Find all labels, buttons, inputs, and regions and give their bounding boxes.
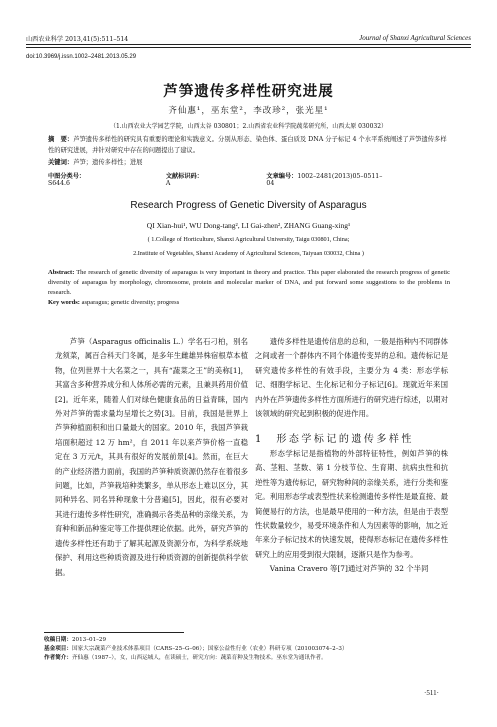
abstract-cn-label: 摘 要： xyxy=(48,136,74,143)
authors-en: QI Xian-hui¹, WU Dong-tang², LI Gai-zhen², ZHANG Guang-xing¹ xyxy=(146,221,351,230)
doccode-label: 文献标识码： xyxy=(165,173,203,180)
header-rule-thin xyxy=(26,47,471,48)
classification-line xyxy=(48,171,448,187)
page-number: ·511· xyxy=(424,689,439,697)
fund-label: 基金项目： xyxy=(44,646,72,652)
abstract-cn-text: 芦笋遗传多样性的研究具有重要的理论和实践意义。分别从形态、染色体、蛋白质及 DNA 分子标记 4 个水平系统阐述了芦笋遗传多样性的研究进展，并针对研究中存在的问题提出了建议。 xyxy=(48,136,447,154)
keywords-cn-text: 芦笋；遗传多样性；进展 xyxy=(73,159,143,166)
body-paragraph: Vanina Cravero 等[7]通过对芦笋的 32 个半同 xyxy=(269,564,429,574)
article-no-field xyxy=(266,171,418,187)
footnote-received xyxy=(44,636,464,645)
abstract-cn xyxy=(48,135,448,156)
affiliation-en-1: ( 1.College of Horticulture, Shanxi Agricultural University, Taigu 030801, China; xyxy=(147,236,350,243)
running-header xyxy=(26,34,471,43)
body-column-left xyxy=(55,335,248,580)
fund-value: 国家大宗蔬菜产业技术体系项目（CARS–25–G–06）；国家公益性行业（农业）科研专项（201003074–2–3） xyxy=(71,646,348,652)
keywords-cn-label: 关键词： xyxy=(48,159,74,166)
doccode-field xyxy=(166,171,237,187)
received-label: 收稿日期： xyxy=(44,637,72,643)
clc-value: S644.6 xyxy=(48,180,70,187)
journal-citation: 山西农业科学 2013,41(5):511–514 xyxy=(26,36,129,43)
section-heading: 1 形态学标记的遗传多样性 xyxy=(255,434,414,445)
header-rule xyxy=(26,44,471,45)
footnote-rule xyxy=(44,632,184,633)
paper-title-en: Research Progress of Genetic Diversity of Asparagus xyxy=(130,200,367,211)
journal-name-en: Journal of Shanxi Agricultural Sciences xyxy=(359,34,471,42)
footnote-fund xyxy=(44,645,464,654)
author-label: 作者简介： xyxy=(44,655,72,661)
doccode-value: A xyxy=(165,180,171,187)
article-no-value: 1002–2481(2013)05–0511–04 xyxy=(266,173,383,187)
affiliation-en-2: 2.Institute of Vegetables, Shanxi Academy of Agricultural Sciences, Taiyuan 030032, China ) xyxy=(133,250,364,257)
body-paragraph: 形态学标记是指植物的外部特征特性，例如芦笋的株高、茎粗、茎数、第 1 分枝节位、生育期、抗病虫性和抗逆性等为遗传标记，研究物种间的亲缘关系，进行分类和鉴定。利用形态学或表型性状来检测遗传多样性是最直接、最简便易行的方法，也是最早使用的一种方法，但是由于表型性状数量较少，易受环境条件和人为因素等的影响，加之近年来分子标记技术的快速发展，使得形态标记在遗传多样性研究上的应用受到很大限制，逐渐只是作为参考。 xyxy=(255,449,448,559)
abstract-en xyxy=(48,268,450,298)
keywords-en-text: asparagus; genetic diversity; progress xyxy=(81,299,180,306)
body-column-right xyxy=(255,335,448,421)
keywords-cn xyxy=(48,158,448,169)
authors-cn: 齐仙惠¹，巫东堂²，李改珍²，张光星¹ xyxy=(168,106,329,116)
clc-label: 中图分类号： xyxy=(48,173,86,180)
paper-title-cn: 芦笋遗传多样性研究进展 xyxy=(163,84,334,100)
abstract-en-text: The research of genetic diversity of asparagus is very important in theory and practice. This paper elaborated the research progress of genetic diversity of asparagus by morphology, chromosome, protein and molecular marker of DNA, and put forward some suggestions to the problems in research. xyxy=(48,269,450,296)
body-paragraph: 芦笋（Asparagus officinalis L.）学名石刁柏，别名龙须菜，属百合科天门冬属，是多年生雌雄异株宿根草本植物，位列世界十大名菜之一，具有“蔬菜之王”的美称[1]，其富含多种营养成分和人体所必需的元素，且兼具药用价值[2]。近年来，随着人们对绿色健康食品的日益青睐，国内外对芦笋的需求量均呈增长之势[3]。目前，我国是世界上芦笋种植面积和出口量最大的国家。2010 年，我国芦笋栽培面积超过 12 万 hm²，自 2011 年以来芦笋价格一直稳定在 3 万元/t，其具有很好的发展前景[4]。然而，在巨大的产业经济潜力面前，我国的芦笋种质资源仍然存在着很多问题，比如，芦笋栽培种类繁多，单从形态上难以区分，其同种异名、同名异种现象十分普遍[5]，因此，很有必要对其进行遗传多样性研究，准确揭示各类品种的亲缘关系，为育种和新品种鉴定等工作提供理论依据。此外，研究芦笋的遗传多样性还有助于了解其起源及资源分布，为科学系统地保护、利用这些种质资源及进行种质资源的创新提供科学依据。 xyxy=(55,337,248,577)
received-value: 2013–01–29 xyxy=(71,637,107,643)
body-paragraph: 遗传多样性是遗传信息的总和，一般是指种内不同群体之间或者一个群体内不同个体遗传变异的总和。遗传标记是研究遗传多样性的有效手段，主要分为 4 类：形态学标记、细胞学标记、生化标记和分子标记[6]。现就近年来国内外在芦笋遗传多样性方面所进行的研究进行综述，以期对该领域的研究起到积极的促进作用。 xyxy=(255,337,448,419)
keywords-en-label: Key words: xyxy=(48,299,80,306)
footnote-author xyxy=(44,654,464,663)
abstract-en-label: Abstract: xyxy=(48,269,75,276)
author-value: 齐仙惠（1987–），女，山西运城人，在读硕士，研究方向：蔬菜育种及生物技术。巫东堂为通讯作者。 xyxy=(71,655,327,661)
article-no-label: 文章编号： xyxy=(266,173,298,180)
affiliation-cn: （1.山西农业大学园艺学院，山西太谷 030801；2.山西省农业科学院蔬菜研究所，山西太原 030032） xyxy=(109,123,388,130)
keywords-en xyxy=(48,299,450,306)
clc-field xyxy=(48,171,136,187)
body-column-right-section1 xyxy=(255,447,448,577)
doi[interactable]: doi:10.3969/j.issn.1002–2481.2013.05.29 xyxy=(26,54,137,60)
